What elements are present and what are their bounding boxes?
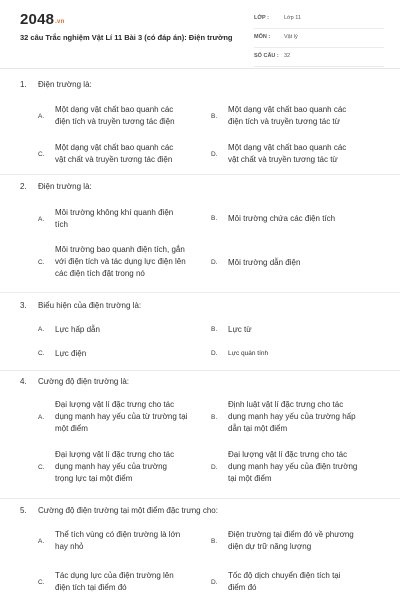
option-text: Môi trường không khí quanh điện tích [55, 208, 174, 229]
option-letter: D. [211, 579, 218, 586]
option-a[interactable] [38, 529, 218, 555]
option-text: Môi trường bao quanh điện tích, gắn với điện tích và tác dụng lực điện lên các điện tích đặt trong nó [55, 245, 186, 278]
option-letter: C. [38, 464, 45, 471]
question-title [20, 377, 129, 386]
option-text: Lực điện [55, 349, 87, 358]
option-letter: C. [38, 151, 45, 158]
option-a[interactable] [38, 104, 218, 130]
logo-suffix: .vn [55, 19, 65, 25]
page-header [0, 0, 400, 69]
divider [0, 498, 400, 499]
option-text: Điện trường tại điểm đó về phương diện dự trữ năng lượng [228, 530, 354, 551]
option-text: Một dạng vật chất bao quanh các vật chất và truyền tương tác điện [55, 143, 174, 164]
option-d[interactable] [211, 142, 391, 168]
option-text: Lực hấp dẫn [55, 325, 100, 334]
question-text: Biểu hiện của điện trường là: [38, 301, 142, 310]
option-letter: A. [38, 326, 45, 333]
option-c[interactable] [38, 570, 218, 596]
meta-row-class [254, 10, 384, 29]
meta-table [254, 10, 384, 67]
option-b[interactable] [211, 399, 391, 437]
option-text: Đại lượng vật lí đặc trưng cho tác dụng mạnh hay yếu của trường trọng lực tại một điểm [55, 450, 175, 483]
option-b[interactable] [211, 529, 391, 555]
option-letter: C. [38, 350, 45, 357]
divider [0, 174, 400, 175]
option-text: Một dạng vật chất bao quanh các điện tích và truyền tương tác từ [228, 105, 347, 126]
option-text: Môi trường dẫn điện [228, 258, 301, 267]
meta-label: LỚP : [254, 15, 269, 21]
meta-label: SỐ CÂU : [254, 53, 279, 59]
option-letter: A. [38, 414, 45, 421]
option-d[interactable] [211, 449, 391, 487]
meta-value: Vật lý [284, 34, 298, 40]
question-number: 4. [20, 377, 27, 386]
question-number: 3. [20, 301, 27, 310]
question-text: Điện trường là: [38, 80, 92, 89]
question-title [20, 506, 218, 515]
question-number: 5. [20, 506, 27, 515]
option-d[interactable] [211, 257, 391, 271]
option-c[interactable] [38, 449, 218, 487]
option-text: Đại lượng vật lí đặc trưng cho tác dụng mạnh hay yếu của điện trường tại một điểm [228, 450, 358, 483]
page-title: 32 câu Trắc nghiệm Vật Lí 11 Bài 3 (có đáp án): Điện trường [20, 33, 233, 42]
option-letter: B. [211, 326, 218, 333]
option-text: Lực từ [228, 325, 252, 334]
option-letter: D. [211, 350, 218, 357]
option-letter: D. [211, 151, 218, 158]
option-letter: C. [38, 579, 45, 586]
option-text: Đại lượng vật lí đặc trưng cho tác dụng mạnh hay yếu của từ trường tại một điểm [55, 400, 188, 433]
option-d[interactable] [211, 348, 391, 362]
option-text: Lực quán tính [228, 350, 269, 357]
site-logo[interactable] [20, 11, 64, 28]
option-a[interactable] [38, 324, 218, 338]
meta-value: 32 [284, 53, 291, 59]
option-letter: D. [211, 464, 218, 471]
question-text: Cường độ điện trường là: [38, 377, 130, 386]
divider [0, 292, 400, 293]
option-a[interactable] [38, 399, 218, 437]
option-b[interactable] [211, 104, 391, 130]
option-letter: B. [211, 414, 218, 421]
option-letter: B. [211, 113, 218, 120]
option-letter: A. [38, 538, 45, 545]
question-number: 2. [20, 182, 27, 191]
option-text: Định luật vật lí đặc trưng cho tác dụng mạnh hay yếu của trường hấp dẫn tại một điểm [228, 400, 356, 433]
meta-row-subject [254, 29, 384, 48]
question-title [20, 301, 141, 310]
option-text: Một dạng vật chất bao quanh các vật chất và truyền tương tác từ [228, 143, 347, 164]
option-letter: A. [38, 113, 45, 120]
option-c[interactable] [38, 348, 218, 362]
option-a[interactable] [38, 207, 218, 233]
option-text: Thể tích vùng có điện trường là lớn hay nhỏ [55, 530, 181, 551]
option-letter: C. [38, 259, 45, 266]
option-b[interactable] [211, 324, 391, 338]
option-text: Một dạng vật chất bao quanh các điện tích và truyền tương tác điện [55, 105, 175, 126]
option-letter: B. [211, 538, 218, 545]
divider [0, 370, 400, 371]
meta-label: MÔN : [254, 34, 271, 40]
question-title [20, 182, 92, 191]
option-text: Tốc độ dịch chuyển điện tích tại điểm đó [228, 571, 341, 592]
option-letter: A. [38, 216, 45, 223]
option-text: Tác dụng lực của điện trường lên điện tích tại điểm đó [55, 571, 174, 592]
option-letter: B. [211, 215, 218, 222]
question-text: Điện trường là: [38, 182, 92, 191]
meta-row-count [254, 48, 384, 67]
option-d[interactable] [211, 570, 391, 596]
question-text: Cường độ điện trường tại một điểm đặc trưng cho: [38, 506, 218, 515]
meta-value: Lớp 11 [284, 15, 301, 21]
logo-text: 2048 [20, 11, 55, 28]
question-number: 1. [20, 80, 27, 89]
option-c[interactable] [38, 244, 218, 282]
question-title [20, 80, 92, 89]
option-letter: D. [211, 259, 218, 266]
option-text: Môi trường chứa các điện tích [228, 214, 336, 223]
option-b[interactable] [211, 213, 391, 227]
option-c[interactable] [38, 142, 218, 168]
